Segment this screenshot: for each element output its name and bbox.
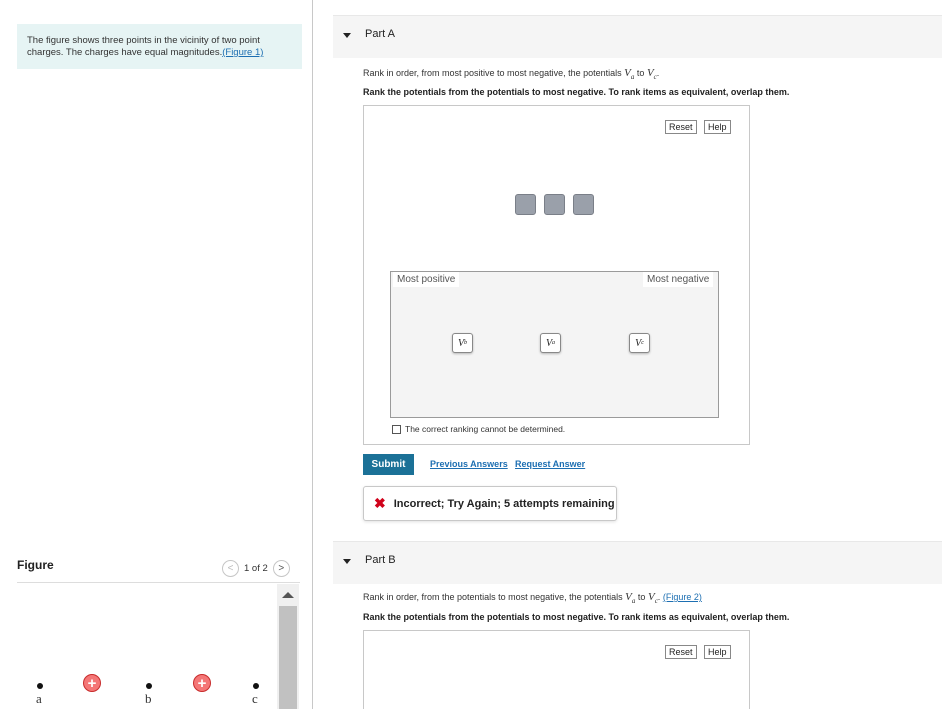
part-a-instruction: Rank the potentials from the potentials to most negative. To rank items as equivalent, overlap them. bbox=[363, 87, 790, 97]
reset-button-b[interactable]: Reset bbox=[665, 645, 697, 659]
empty-slot bbox=[573, 194, 594, 215]
figure-pager bbox=[222, 558, 290, 578]
collapse-triangle-icon bbox=[343, 33, 351, 38]
var-start: $V_a$ bbox=[625, 591, 636, 606]
feedback-text: Incorrect; Try Again; 5 attempts remaining bbox=[393, 497, 615, 510]
point-c-dot bbox=[253, 683, 259, 689]
chip-vc[interactable]: V c bbox=[629, 333, 650, 353]
part-a-title: Part A bbox=[365, 28, 395, 40]
positive-charge-1 bbox=[83, 674, 101, 692]
chip-va[interactable]: V a bbox=[540, 333, 561, 353]
most-positive-label: Most positive bbox=[393, 272, 459, 287]
to-text: to bbox=[637, 592, 646, 602]
empty-slot bbox=[515, 194, 536, 215]
part-a-header[interactable] bbox=[333, 15, 942, 58]
part-a-question: Rank in order, from most positive to most negative, the potentials $V_a$ to $V_c$. bbox=[363, 67, 660, 82]
point-a-dot bbox=[37, 683, 43, 689]
help-button-b[interactable]: Help bbox=[704, 645, 731, 659]
part-b-title: Part B bbox=[365, 554, 396, 566]
figure-2-link[interactable]: (Figure 2) bbox=[662, 592, 702, 602]
cannot-determine-checkbox[interactable] bbox=[392, 425, 401, 434]
to-text: to bbox=[636, 68, 645, 78]
previous-answers-link[interactable]: Previous Answers bbox=[430, 459, 508, 469]
chevron-right-icon: > bbox=[278, 562, 285, 574]
var-end: $V_c$ bbox=[646, 67, 657, 82]
empty-slot bbox=[544, 194, 565, 215]
chip-vb[interactable]: V b bbox=[452, 333, 473, 353]
feedback-box bbox=[363, 486, 617, 521]
figure-scrollbar[interactable] bbox=[277, 584, 299, 709]
ranking-widget-b bbox=[363, 630, 750, 709]
positive-charge-2 bbox=[193, 674, 211, 692]
var-start: $V_a$ bbox=[624, 67, 635, 82]
part-b-instruction: Rank the potentials from the potentials to most negative. To rank items as equivalent, overlap them. bbox=[363, 612, 790, 622]
request-answer-link[interactable]: Request Answer bbox=[515, 459, 586, 469]
figure-title: Figure bbox=[17, 558, 54, 572]
reset-button[interactable]: Reset bbox=[665, 120, 697, 134]
intro-text: The figure shows three points in the vicinity of two point charges. The charges have equal magnitudes. bbox=[27, 35, 260, 58]
help-button[interactable]: Help bbox=[704, 120, 731, 134]
question-text: Rank in order, from most positive to most negative, the potentials bbox=[363, 68, 622, 78]
plus-icon: + bbox=[87, 674, 97, 692]
chevron-left-icon: < bbox=[227, 562, 234, 574]
figure-divider bbox=[17, 582, 300, 583]
figure-1-link[interactable]: (Figure 1) bbox=[222, 47, 264, 58]
error-x-icon: ✖ bbox=[374, 495, 386, 511]
scrollbar-thumb[interactable] bbox=[279, 606, 297, 709]
point-c-label: c bbox=[252, 691, 258, 706]
most-negative-label: Most negative bbox=[643, 272, 713, 287]
question-text: Rank in order, from the potentials to most negative, the potentials bbox=[363, 592, 623, 602]
part-b-question: Rank in order, from the potentials to most negative, the potentials $V_a$ to $V_c$. (Figure 2) bbox=[363, 591, 702, 606]
prev-figure-button[interactable] bbox=[222, 560, 239, 577]
point-b-dot bbox=[146, 683, 152, 689]
next-figure-button[interactable] bbox=[273, 560, 290, 577]
problem-intro bbox=[17, 24, 302, 69]
collapse-triangle-icon bbox=[343, 559, 351, 564]
plus-icon: + bbox=[197, 674, 207, 692]
scroll-up-arrow-icon[interactable] bbox=[282, 592, 294, 598]
column-divider bbox=[312, 0, 313, 709]
point-a-label: a bbox=[36, 691, 42, 706]
cannot-determine-label: The correct ranking cannot be determined. bbox=[405, 424, 566, 434]
submit-button[interactable]: Submit bbox=[363, 454, 414, 475]
part-b-header[interactable] bbox=[333, 541, 942, 584]
pager-label: 1 of 2 bbox=[244, 562, 268, 574]
point-b-label: b bbox=[145, 691, 152, 706]
figure-canvas bbox=[17, 584, 275, 709]
var-end: $V_c$ bbox=[647, 591, 658, 606]
